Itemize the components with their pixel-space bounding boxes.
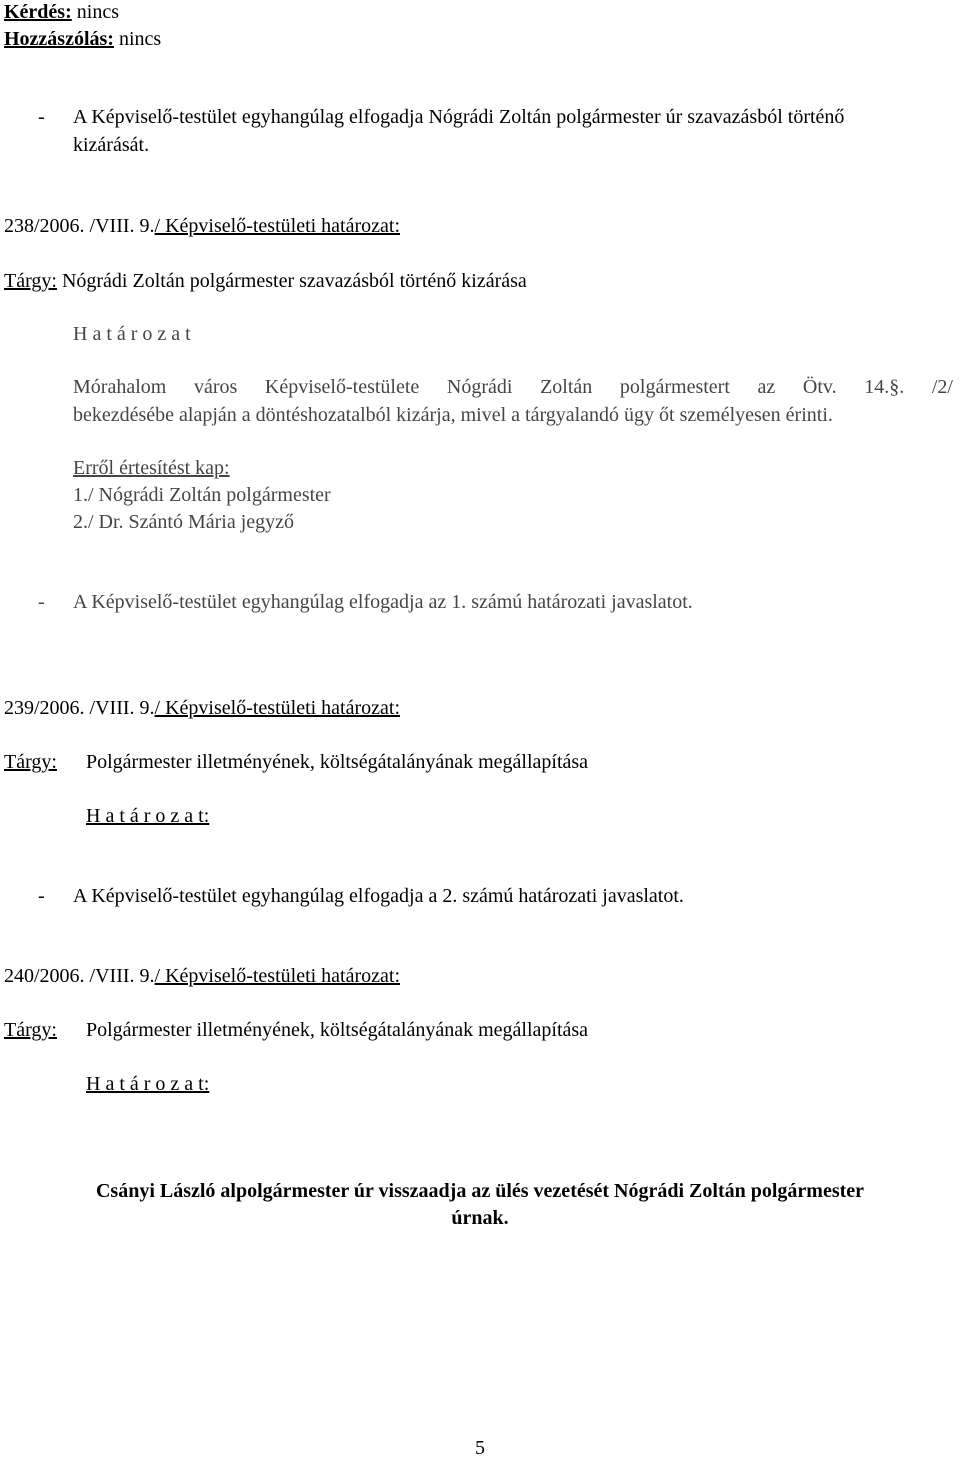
res238-hatarozat: H a t á r o z a t	[73, 323, 191, 345]
res240-title: / Képviselő-testületi határozat:	[154, 965, 401, 987]
hozzaszolas-line	[4, 27, 161, 51]
res239-number: 239/2006. /VIII. 9.	[4, 697, 155, 719]
res239-dash: -	[38, 885, 45, 907]
res238-body-line2: bekezdésébe alapján a döntéshozatalból kizárja, mivel a tárgyalandó ügy őt személyesen érinti.	[73, 404, 833, 426]
res239-subject: Polgármester illetményének, költségátalányának megállapítása	[86, 751, 589, 773]
res239-hatarozat: H a t á r o z a t:	[86, 805, 210, 827]
res240-number: 240/2006. /VIII. 9.	[4, 965, 155, 987]
block1-line2: kizárását.	[73, 134, 150, 156]
res238-dash: -	[38, 591, 45, 613]
res238-heading	[4, 214, 400, 238]
res238-number: 238/2006. /VIII. 9.	[4, 215, 155, 237]
res240-subject-label: Tárgy:	[4, 1019, 57, 1041]
closing-line1: Csányi László alpolgármester úr visszaadja az ülés vezetését Nógrádi Zoltán polgármester	[95, 1180, 865, 1202]
block1-line1: A Képviselő-testület egyhangúlag elfogadja Nógrádi Zoltán polgármester úr szavazásból történő	[73, 106, 845, 128]
res240-heading	[4, 964, 400, 988]
res238-notify-label: Erről értesítést kap:	[73, 457, 230, 479]
res238-notify-1: 1./ Nógrádi Zoltán polgármester	[73, 484, 331, 506]
res239-vote: A Képviselő-testület egyhangúlag elfogadja a 2. számú határozati javaslatot.	[73, 885, 684, 907]
kerdes-line	[4, 0, 119, 24]
hozzaszolas-value: nincs	[113, 28, 162, 50]
res240-hatarozat: H a t á r o z a t:	[86, 1073, 210, 1095]
res240-subject-line	[4, 1018, 57, 1042]
res239-subject-line	[4, 750, 57, 774]
res238-subject: Nógrádi Zoltán polgármester szavazásból történő kizárása	[56, 270, 527, 292]
kerdes-value: nincs	[71, 1, 119, 23]
res239-heading	[4, 696, 400, 720]
res238-vote: A Képviselő-testület egyhangúlag elfogadja az 1. számú határozati javaslatot.	[73, 591, 693, 613]
res240-subject: Polgármester illetményének, költségátalányának megállapítása	[86, 1019, 589, 1041]
res238-notify-2: 2./ Dr. Szántó Mária jegyző	[73, 511, 295, 533]
res238-subject-line	[4, 269, 527, 293]
kerdes-label: Kérdés:	[4, 1, 72, 23]
block1-dash: -	[38, 106, 45, 128]
res238-title: / Képviselő-testületi határozat:	[154, 215, 401, 237]
res239-title: / Képviselő-testületi határozat:	[154, 697, 401, 719]
res239-subject-label: Tárgy:	[4, 751, 57, 773]
res238-body-line1: Mórahalom város Képviselő-testülete Nógrádi Zoltán polgármestert az Ötv. 14.§. /2/	[73, 376, 953, 398]
hozzaszolas-label: Hozzászólás:	[4, 28, 114, 50]
page-number: 5	[475, 1437, 485, 1459]
closing-line2: úrnak.	[451, 1207, 509, 1229]
res238-subject-label: Tárgy:	[4, 270, 57, 292]
